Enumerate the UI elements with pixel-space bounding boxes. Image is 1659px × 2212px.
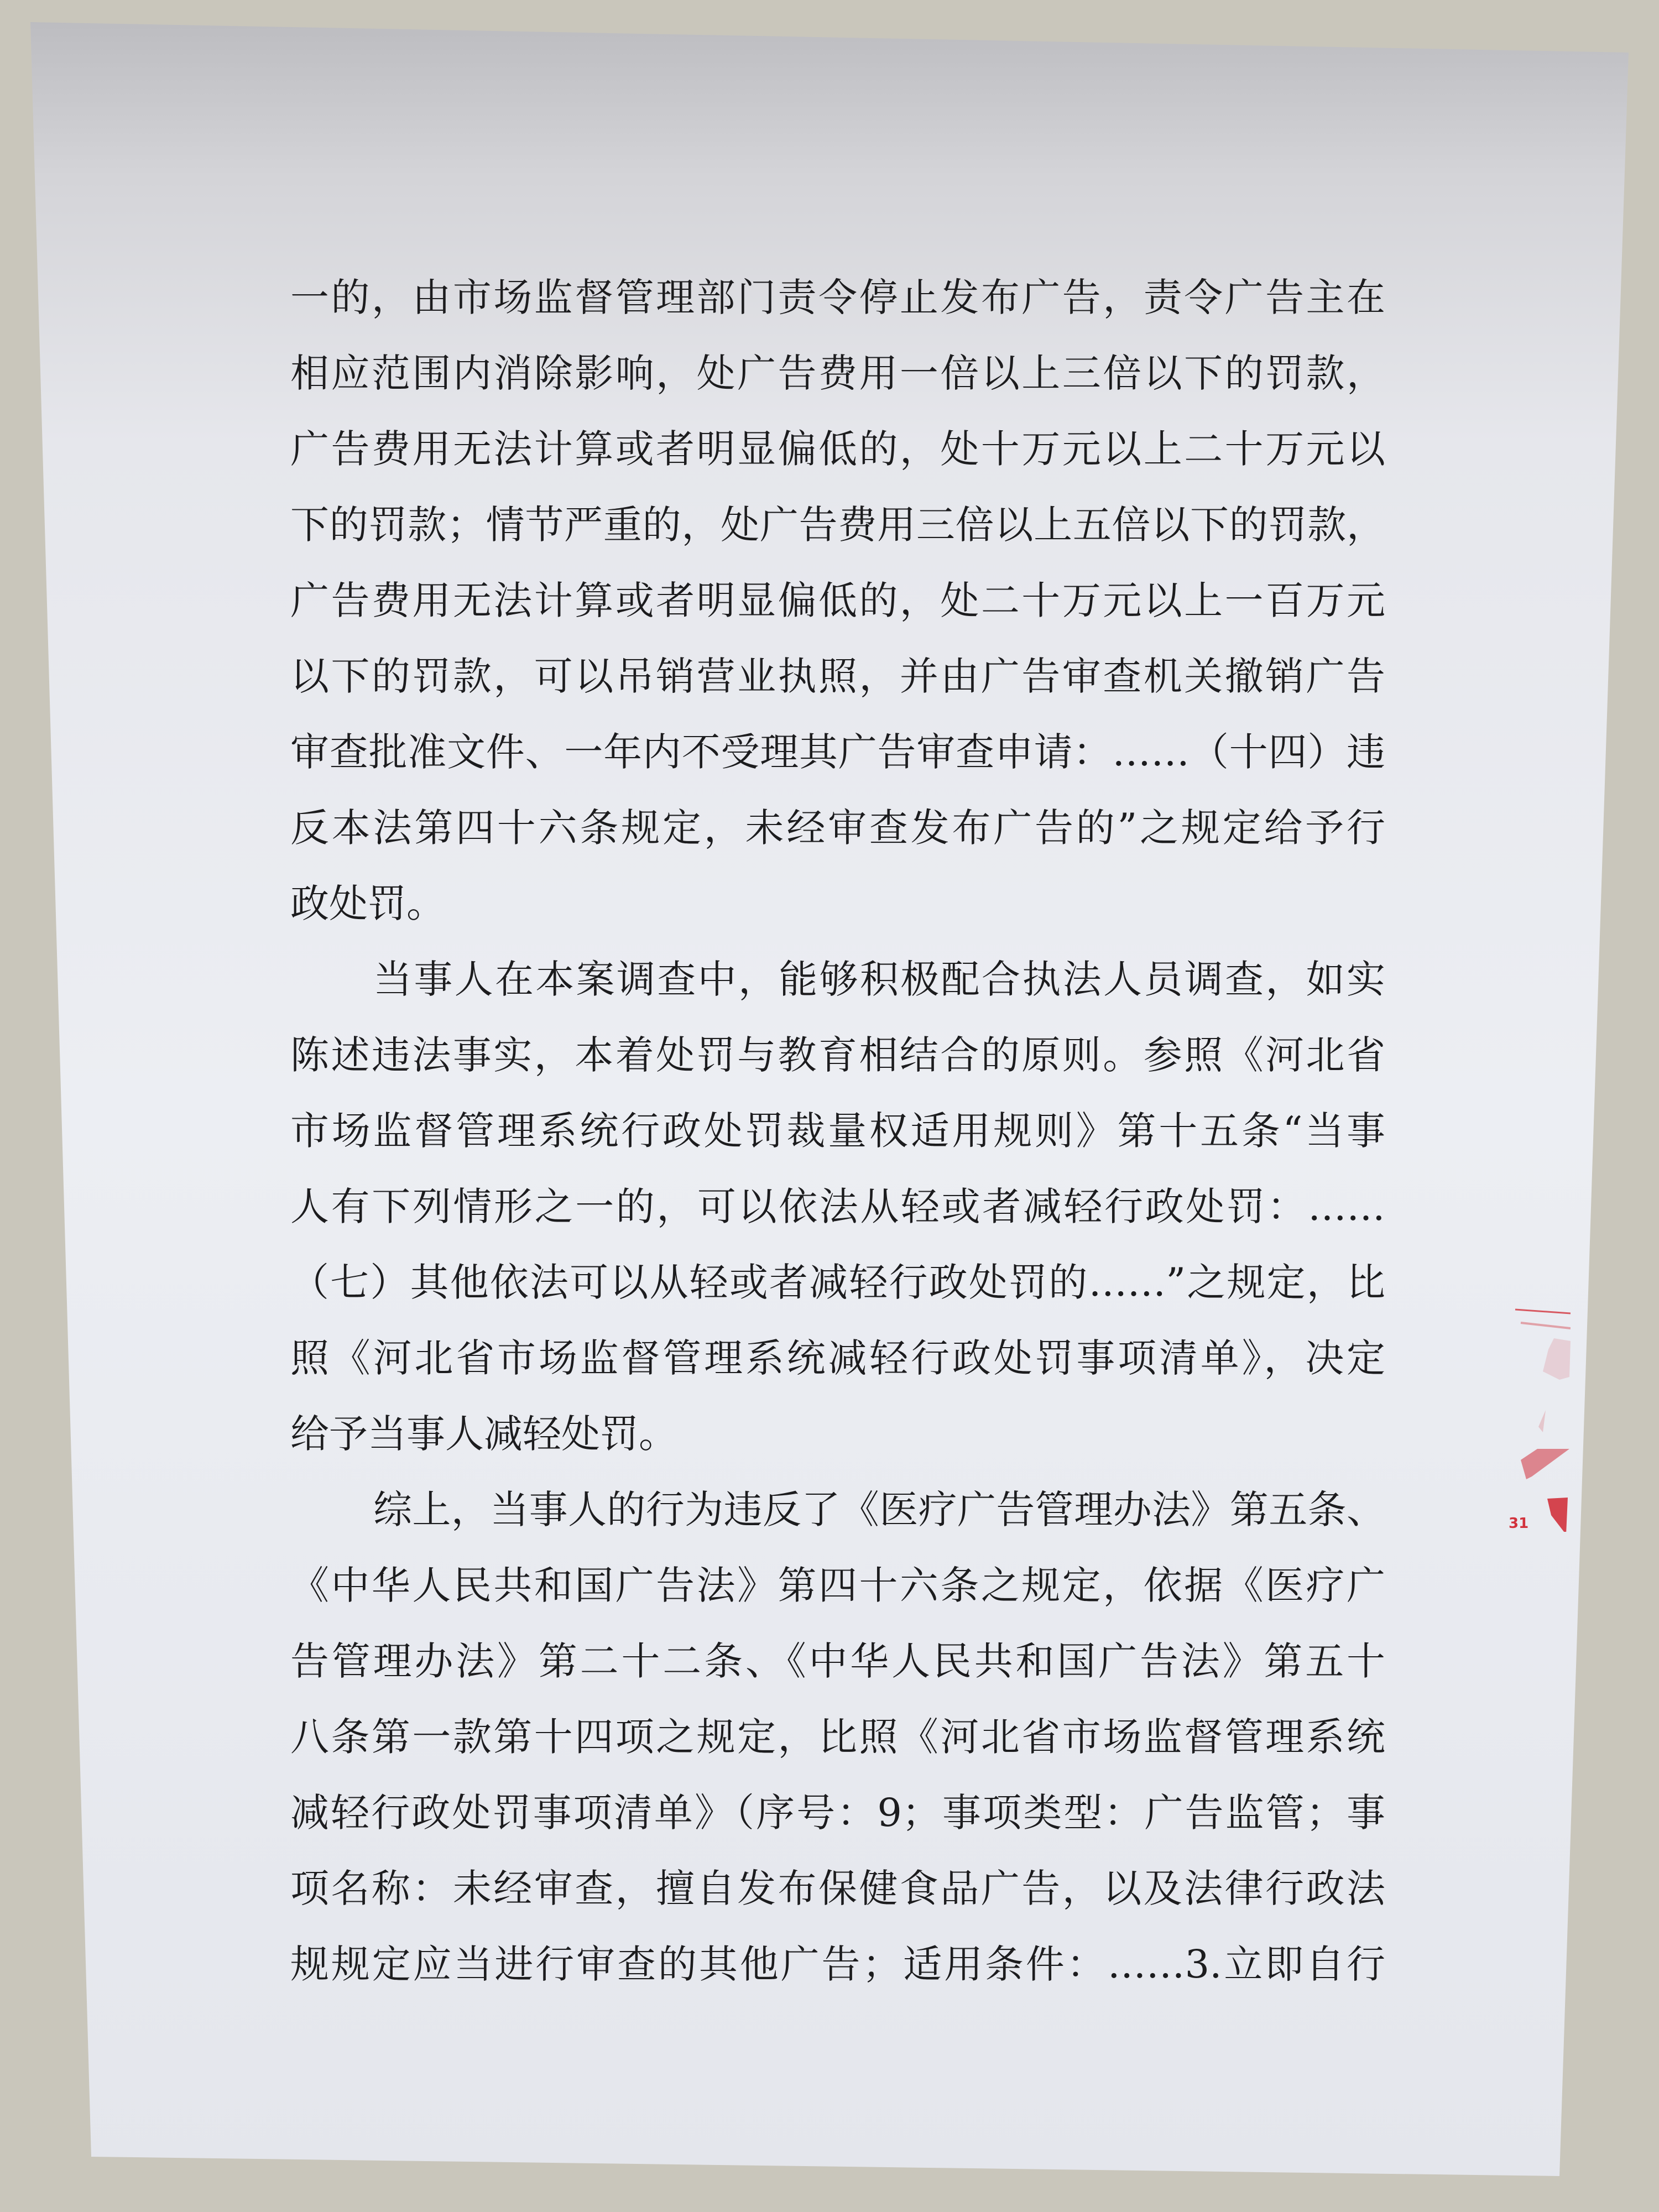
text-line: 下的罚款；情节严重的，处广告费用三倍以上五倍以下的罚款，	[290, 502, 1385, 547]
text-line: 一的，由市场监督管理部门责令停止发布广告，责令广告主在	[290, 275, 1385, 320]
text-line: 告管理办法》第二十二条、《中华人民共和国广告法》第五十	[290, 1639, 1385, 1684]
text-line: 照《河北省市场监督管理系统减轻行政处罚事项清单》，决定	[290, 1335, 1385, 1381]
text-line: 人有下列情形之一的，可以依法从轻或者减轻行政处罚：……	[290, 1184, 1385, 1229]
text-line: 广告费用无法计算或者明显偏低的，处十万元以上二十万元以	[290, 426, 1385, 472]
stamp-number: 31	[1509, 1515, 1529, 1532]
text-line: 以下的罚款，可以吊销营业执照，并由广告审查机关撤销广告	[290, 654, 1385, 699]
text-line: 审查批准文件、一年内不受理其广告审查申请：……（十四）违	[290, 729, 1385, 775]
seal-stamp-fragment	[1504, 1288, 1571, 1532]
text-line: 陈述违法事实，本着处罚与教育相结合的原则。参照《河北省	[290, 1032, 1385, 1078]
paragraph-start-line: 当事人在本案调查中，能够积极配合执法人员调查，如实	[373, 957, 1385, 1002]
text-line: （七）其他依法可以从轻或者减轻行政处罚的……”之规定，比	[290, 1260, 1385, 1305]
text-line: 广告费用无法计算或者明显偏低的，处二十万元以上一百万元	[290, 578, 1385, 623]
text-line: 规规定应当进行审查的其他广告；适用条件：……3.立即自行	[290, 1942, 1385, 1987]
text-line: 减轻行政处罚事项清单》（序号：9；事项类型：广告监管；事	[290, 1790, 1385, 1835]
text-line: 相应范围内消除影响，处广告费用一倍以上三倍以下的罚款，	[290, 351, 1385, 396]
text-line: 项名称：未经审查，擅自发布保健食品广告，以及法律行政法	[290, 1866, 1385, 1911]
text-line: 八条第一款第十四项之规定，比照《河北省市场监督管理系统	[290, 1714, 1385, 1760]
paragraph-start-line: 综上，当事人的行为违反了《医疗广告管理办法》第五条、	[373, 1487, 1385, 1532]
text-line: 政处罚。	[290, 881, 445, 926]
text-line: 反本法第四十六条规定，未经审查发布广告的”之规定给予行	[290, 805, 1385, 851]
text-line: 市场监督管理系统行政处罚裁量权适用规则》第十五条“当事	[290, 1108, 1385, 1154]
text-line: 《中华人民共和国广告法》第四十六条之规定，依据《医疗广	[290, 1563, 1385, 1608]
text-line: 给予当事人减轻处罚。	[290, 1411, 677, 1457]
document-body	[290, 260, 1385, 2002]
